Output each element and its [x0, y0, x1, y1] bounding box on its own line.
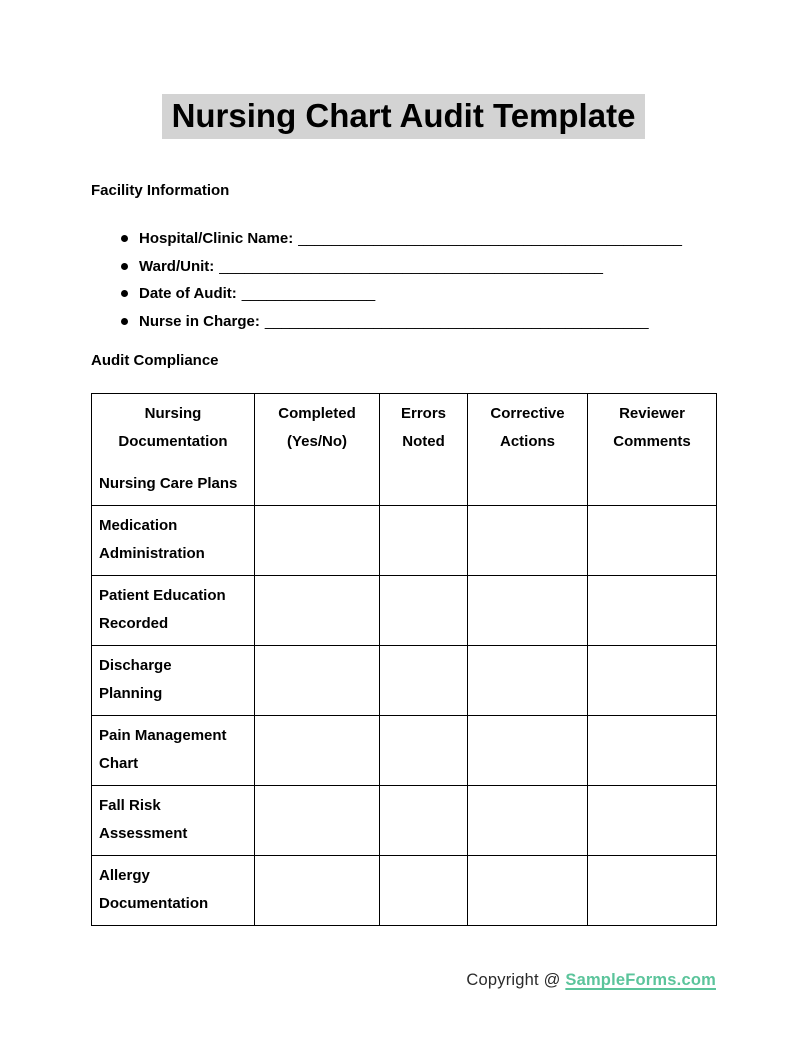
facility-information-heading: Facility Information [91, 181, 230, 199]
row-label [92, 576, 255, 646]
blank-line: ________________ [241, 285, 376, 303]
copyright-footer [466, 971, 716, 990]
field-nurse-in-charge [121, 308, 716, 336]
empty-cell [380, 716, 468, 786]
row-label [92, 506, 255, 576]
row-label [92, 646, 255, 716]
empty-cell [380, 506, 468, 576]
row-label-line: Patient Education [99, 587, 226, 605]
field-label: Ward/Unit: [139, 257, 215, 275]
empty-cell [255, 856, 380, 926]
row-label-line: Allergy [99, 867, 150, 885]
header-reviewer-comments: Reviewer Comments [588, 394, 717, 506]
empty-cell [255, 506, 380, 576]
field-hospital-clinic-name [121, 225, 716, 253]
header-errors-noted: Errors Noted [380, 394, 468, 506]
table-row-pain-management-chart [92, 716, 717, 786]
empty-cell [380, 646, 468, 716]
empty-cell [255, 716, 380, 786]
row-label-line: Administration [99, 545, 205, 563]
row-label-line: Chart [99, 755, 139, 773]
empty-cell [468, 576, 588, 646]
document-body [0, 182, 807, 926]
field-ward-unit [121, 253, 716, 281]
table-row-allergy-documentation [92, 856, 717, 926]
header-completed-yes-no: Completed (Yes/No) [255, 394, 380, 506]
empty-cell [588, 716, 717, 786]
bullet-icon [121, 263, 128, 270]
empty-cell [255, 646, 380, 716]
empty-cell [588, 576, 717, 646]
empty-cell [468, 786, 588, 856]
row-label-line: Documentation [99, 895, 209, 913]
facility-fields-list [91, 225, 716, 335]
empty-cell [380, 576, 468, 646]
empty-cell [588, 506, 717, 576]
empty-cell [588, 646, 717, 716]
field-label: Nurse in Charge: [139, 313, 260, 331]
table-row-patient-education-recorded [92, 576, 717, 646]
table-header-row [92, 394, 717, 506]
header-corrective-actions: Corrective Actions [468, 394, 588, 506]
empty-cell [468, 646, 588, 716]
row-label [92, 786, 255, 856]
row-label-line: Assessment [99, 825, 188, 843]
empty-cell [255, 786, 380, 856]
table-row-medication-administration [92, 506, 717, 576]
empty-cell [588, 786, 717, 856]
row-label [92, 856, 255, 926]
blank-line: ______________________________________________ [264, 313, 649, 331]
row-label-line: Medication [99, 517, 178, 535]
audit-compliance-heading: Audit Compliance [91, 352, 219, 370]
blank-line: ______________________________________________ [219, 257, 604, 275]
row-label-line: Discharge [99, 657, 172, 675]
row-label-line: Pain Management [99, 727, 227, 745]
bullet-icon [121, 318, 128, 325]
empty-cell [468, 506, 588, 576]
page-title: Nursing Chart Audit Template [162, 94, 646, 139]
sampleforms-link[interactable]: SampleForms.com [565, 971, 716, 989]
row-label-line: Fall Risk [99, 797, 161, 815]
bullet-icon [121, 235, 128, 242]
header-col1-title: Nursing Documentation [118, 405, 228, 451]
row-label [92, 716, 255, 786]
table-row-discharge-planning [92, 646, 717, 716]
row-label-line: Recorded [99, 615, 169, 633]
copyright-text: Copyright @ [466, 971, 566, 989]
title-block [0, 0, 807, 139]
bullet-icon [121, 290, 128, 297]
field-label: Date of Audit: [139, 285, 237, 303]
empty-cell [380, 856, 468, 926]
field-label: Hospital/Clinic Name: [139, 230, 294, 248]
empty-cell [468, 716, 588, 786]
audit-compliance-table [91, 393, 717, 926]
row-label-line: Planning [99, 685, 163, 703]
blank-line: ______________________________________________ [298, 230, 682, 248]
empty-cell [380, 786, 468, 856]
empty-cell [588, 856, 717, 926]
empty-cell [255, 576, 380, 646]
table-row-fall-risk-assessment [92, 786, 717, 856]
field-date-of-audit [121, 280, 716, 308]
empty-cell [468, 856, 588, 926]
header-nursing-documentation [92, 394, 255, 506]
header-col1-subrow-nursing-care-plans: Nursing Care Plans [99, 475, 238, 493]
